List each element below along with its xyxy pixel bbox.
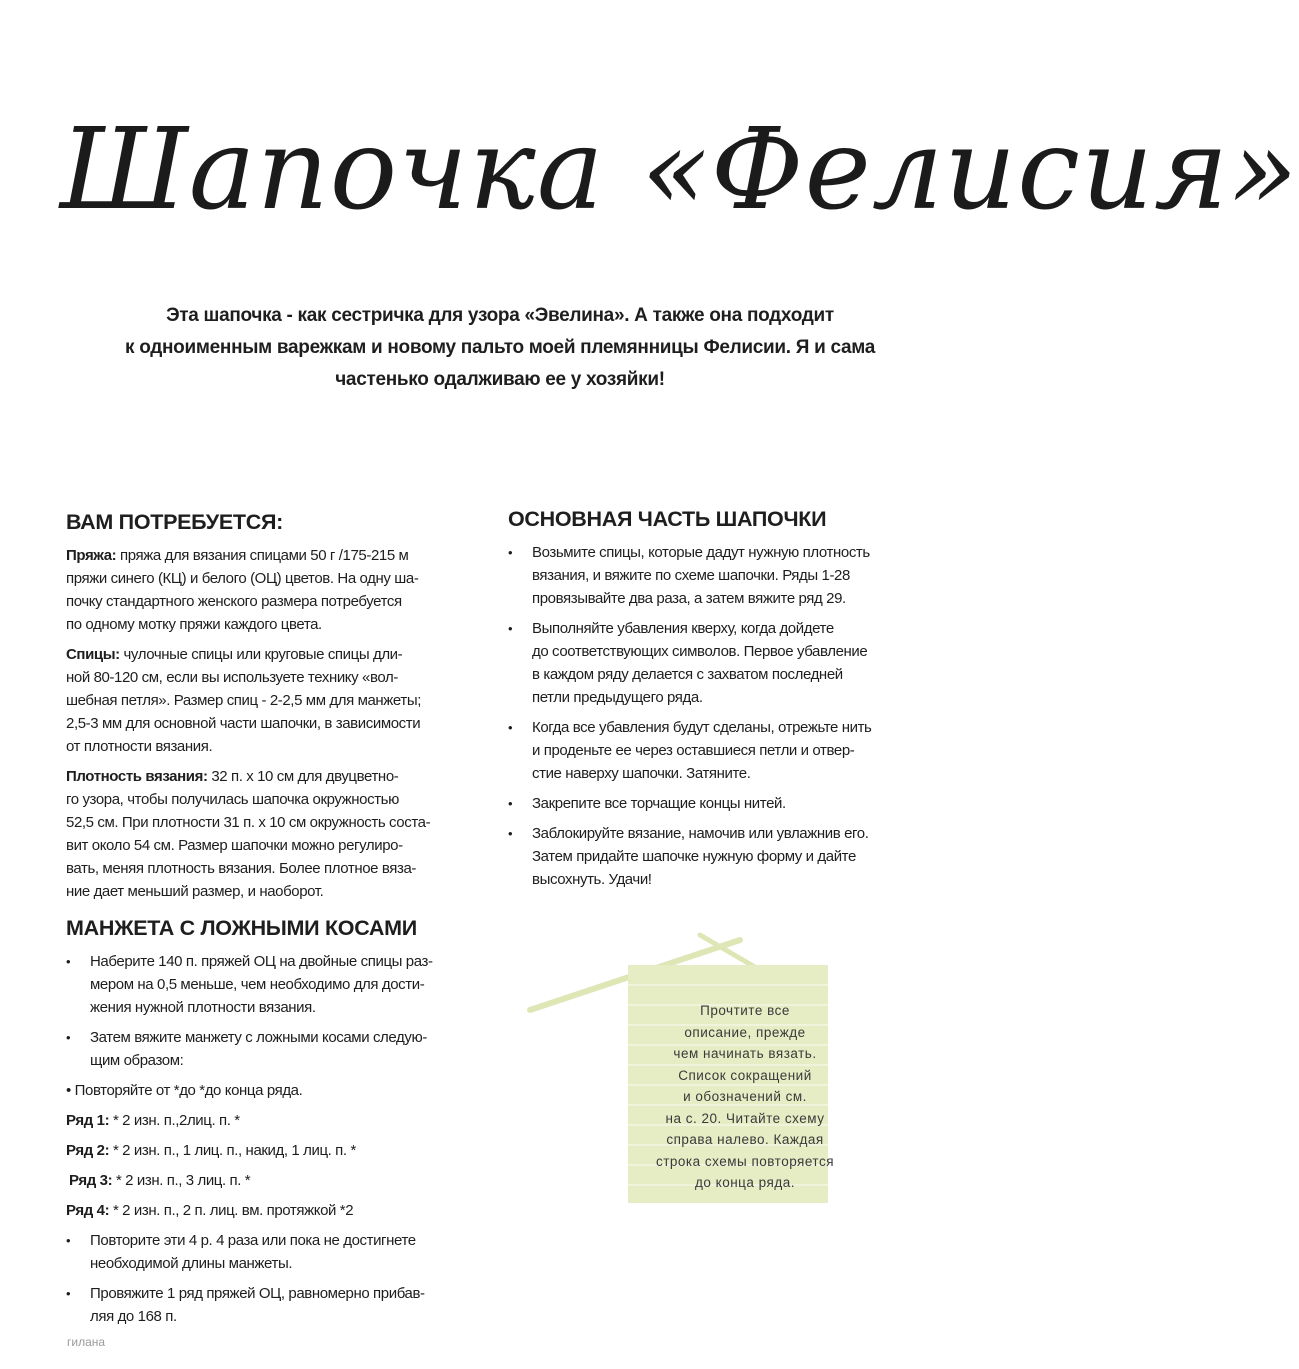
- row-instruction: [66, 1169, 456, 1192]
- yarn-label: Пряжа:: [66, 547, 117, 564]
- list-line: • Заблокируйте вязание, намочив или увлажнив его.: [532, 825, 869, 842]
- needles-line: от плотности вязания.: [66, 738, 213, 755]
- gauge-label: Плотность вязания:: [66, 768, 208, 785]
- list-line: до соответствующих символов. Первое убавление: [532, 643, 868, 660]
- list-line: • Закрепите все торчащие концы нитей.: [532, 795, 786, 812]
- list-item: [66, 1282, 456, 1328]
- note-line: справа налево. Каждая: [666, 1132, 824, 1147]
- cuff-list: [66, 950, 456, 1072]
- list-line: • Наберите 140 п. пряжей ОЦ на двойные спицы раз-: [90, 953, 433, 970]
- page-title: Шапочка «Фелисия»: [60, 105, 1299, 235]
- gauge-line: [66, 765, 446, 788]
- list-line: в каждом ряду делается с захватом последней: [532, 666, 843, 683]
- list-line: Затем придайте шапочке нужную форму и дайте: [532, 848, 856, 865]
- note-line: Список сокращений: [678, 1067, 812, 1083]
- note-line: на с. 20. Читайте схему: [665, 1110, 825, 1126]
- needles-paragraph: [66, 643, 446, 758]
- row-label: Ряд 3:: [69, 1172, 113, 1189]
- row-text: * 2 изн. п., 1 лиц. п., накид, 1 лиц. п. *: [109, 1142, 356, 1159]
- note-line: Прочтите все: [700, 1003, 790, 1018]
- intro-line: Эта шапочка - как сестричка для узора «Эвелина». А также она подходит: [166, 305, 834, 326]
- list-item: [508, 541, 888, 610]
- row-text: * 2 изн. п.,2лиц. п. *: [109, 1112, 240, 1129]
- yarn-text: пряжа для вязания спицами 50 г /175-215 м: [116, 547, 409, 564]
- main-part-heading: ОСНОВНАЯ ЧАСТЬ ШАПОЧКИ: [508, 507, 827, 531]
- gauge-text: 32 п. х 10 см для двуцветно-: [207, 768, 399, 785]
- list-line: высохнуть. Удачи!: [532, 871, 652, 888]
- footer-watermark: гилана: [67, 1335, 106, 1349]
- gauge-line: го узора, чтобы получилась шапочка окружностью: [66, 791, 399, 808]
- yarn-line: по одному мотку пряжи каждого цвета.: [66, 616, 322, 633]
- list-line: • Возьмите спицы, которые дадут нужную плотность: [532, 544, 870, 561]
- list-line: • Повторите эти 4 р. 4 раза или пока не достигнете: [90, 1232, 416, 1249]
- needles-line: шебная петля». Размер спиц - 2-2,5 мм для манжеты;: [66, 692, 422, 709]
- list-line: щим образом:: [90, 1052, 184, 1069]
- list-item: [508, 716, 888, 785]
- list-line: вязания, и вяжите по схеме шапочки. Ряды 1-28: [532, 567, 850, 584]
- yarn-paragraph: [66, 544, 446, 636]
- list-item: [508, 617, 888, 709]
- list-line: провязывайте два раза, а затем вяжите ряд 29.: [532, 590, 846, 607]
- row-text: * 2 изн. п., 2 п. лиц. вм. протяжкой *2: [109, 1202, 354, 1219]
- row-instruction: [66, 1199, 456, 1222]
- list-item: [66, 1229, 456, 1275]
- row-text: * 2 изн. п., 3 лиц. п. *: [112, 1172, 251, 1189]
- list-line: необходимой длины манжеты.: [90, 1255, 293, 1272]
- note-line: до конца ряда.: [695, 1175, 795, 1190]
- yarn-line: пряжи синего (КЦ) и белого (ОЦ) цветов. На одну ша-: [66, 570, 419, 587]
- list-line: • Выполняйте убавления кверху, когда дойдете: [532, 620, 834, 637]
- yarn-line: почку стандартного женского размера потребуется: [66, 593, 402, 610]
- needles-line: ной 80-120 см, если вы используете технику «вол-: [66, 669, 398, 686]
- list-line: мером на 0,5 меньше, чем необходимо для дости-: [90, 976, 425, 993]
- list-line: петли предыдущего ряда.: [532, 689, 703, 706]
- list-line: • Затем вяжите манжету с ложными косами следую-: [90, 1029, 427, 1046]
- list-line: ляя до 168 п.: [90, 1308, 177, 1325]
- gauge-paragraph: [66, 765, 446, 903]
- gauge-line: 52,5 см. При плотности 31 п. х 10 см окружность соста-: [66, 814, 431, 831]
- row-label: Ряд 2:: [66, 1142, 110, 1159]
- materials-heading: ВАМ ПОТРЕБУЕТСЯ:: [66, 510, 283, 534]
- intro-line: частенько одалживаю ее у хозяйки!: [335, 369, 665, 390]
- note-line: чем начинать вязать.: [673, 1046, 817, 1061]
- intro-text: [120, 300, 880, 396]
- list-item: [66, 950, 456, 1019]
- list-line: • Когда все убавления будут сделаны, отрежьте нить: [532, 719, 872, 736]
- main-part-list: [508, 541, 888, 891]
- materials-section: [66, 508, 446, 910]
- needles-line: 2,5-3 мм для основной части шапочки, в зависимости: [66, 715, 421, 732]
- row-instruction: [66, 1109, 456, 1132]
- note-line: и обозначений см.: [683, 1089, 807, 1104]
- list-line: • Провяжите 1 ряд пряжей ОЦ, равномерно прибав-: [90, 1285, 425, 1302]
- list-line: жения нужной плотности вязания.: [90, 999, 316, 1016]
- list-item: [508, 792, 888, 815]
- note-line: описание, прежде: [684, 1024, 806, 1040]
- gauge-line: ние дает меньший размер, и наоборот.: [66, 883, 324, 900]
- intro-line: к одноименным варежкам и новому пальто моей племянницы Фелисии. Я и сама: [125, 337, 875, 358]
- list-line: стие наверху шапочки. Затяните.: [532, 765, 751, 782]
- row-label: Ряд 1:: [66, 1112, 110, 1129]
- list-item: [508, 822, 888, 891]
- cuff-list-2: [66, 1229, 456, 1328]
- cuff-heading: МАНЖЕТА С ЛОЖНЫМИ КОСАМИ: [66, 916, 417, 940]
- needles-text: чулочные спицы или круговые спицы дли-: [119, 646, 403, 663]
- note-text: [630, 1000, 860, 1194]
- cuff-section: [66, 914, 456, 1335]
- repeat-note: • Повторяйте от *до *до конца ряда.: [66, 1082, 303, 1099]
- gauge-line: вать, меняя плотность вязания. Более плотное вяза-: [66, 860, 417, 877]
- needles-label: Спицы:: [66, 646, 120, 663]
- needles-line: [66, 643, 446, 666]
- main-part-section: [508, 505, 888, 898]
- row-instruction: [66, 1139, 456, 1162]
- list-item: [66, 1026, 456, 1072]
- row-label: Ряд 4:: [66, 1202, 110, 1219]
- note-line: строка схемы повторяется: [655, 1153, 835, 1169]
- list-line: и проденьте ее через оставшиеся петли и отвер-: [532, 742, 855, 759]
- gauge-line: вит около 54 см. Размер шапочки можно регулиро-: [66, 837, 403, 854]
- yarn-line: [66, 544, 446, 567]
- knitting-note: [620, 965, 850, 1190]
